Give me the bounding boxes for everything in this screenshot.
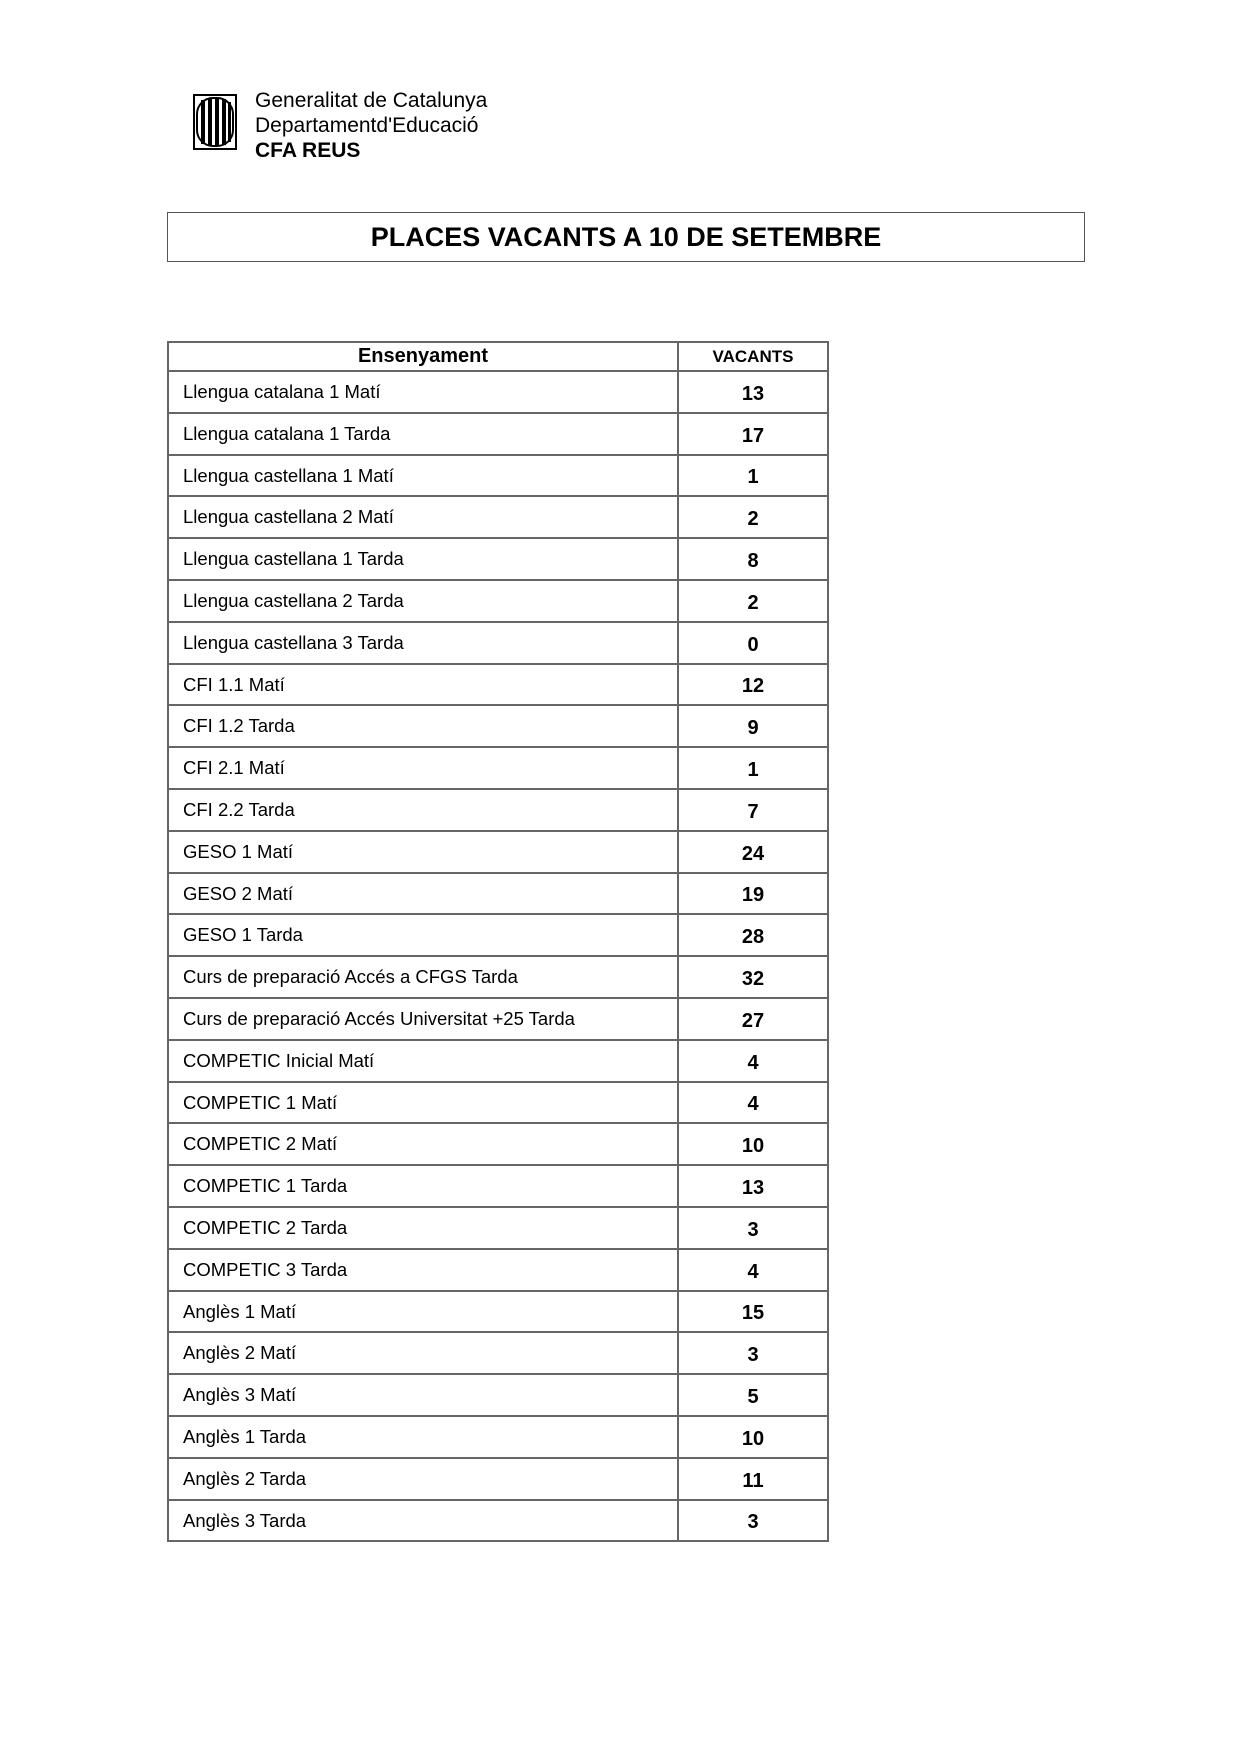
- vacancy-count: 13: [678, 371, 828, 413]
- course-name: Curs de preparació Accés a CFGS Tarda: [168, 956, 678, 998]
- table-row: [168, 622, 828, 664]
- course-name: COMPETIC Inicial Matí: [168, 1040, 678, 1082]
- vacancy-count: 4: [678, 1249, 828, 1291]
- table-row: [168, 496, 828, 538]
- table-row: [168, 1416, 828, 1458]
- catalan-coat-of-arms-icon: [193, 94, 237, 150]
- org-name: Generalitat de Catalunya: [255, 89, 488, 112]
- course-name: COMPETIC 2 Tarda: [168, 1207, 678, 1249]
- table-row: [168, 956, 828, 998]
- vacancy-count: 3: [678, 1500, 828, 1542]
- table-row: [168, 789, 828, 831]
- vacancy-count: 2: [678, 496, 828, 538]
- course-name: COMPETIC 2 Matí: [168, 1123, 678, 1165]
- course-name: GESO 1 Matí: [168, 831, 678, 873]
- table-row: [168, 538, 828, 580]
- vacancy-count: 3: [678, 1207, 828, 1249]
- table-row: [168, 455, 828, 497]
- course-name: Llengua castellana 1 Matí: [168, 455, 678, 497]
- course-name: COMPETIC 3 Tarda: [168, 1249, 678, 1291]
- course-name: CFI 2.1 Matí: [168, 747, 678, 789]
- course-name: GESO 2 Matí: [168, 873, 678, 915]
- course-name: Anglès 3 Matí: [168, 1374, 678, 1416]
- vacancy-count: 28: [678, 914, 828, 956]
- vacancy-count: 9: [678, 705, 828, 747]
- table-row: [168, 1291, 828, 1333]
- table-row: [168, 747, 828, 789]
- vacancy-count: 17: [678, 413, 828, 455]
- table-row: [168, 1123, 828, 1165]
- table-row: [168, 1500, 828, 1542]
- center-name: CFA REUS: [255, 139, 361, 162]
- vacancy-count: 5: [678, 1374, 828, 1416]
- course-name: Llengua castellana 1 Tarda: [168, 538, 678, 580]
- course-name: COMPETIC 1 Tarda: [168, 1165, 678, 1207]
- vacancy-count: 4: [678, 1082, 828, 1124]
- course-name: Llengua castellana 2 Tarda: [168, 580, 678, 622]
- course-name: CFI 1.2 Tarda: [168, 705, 678, 747]
- vacancies-table: [167, 341, 829, 1542]
- vacancy-count: 11: [678, 1458, 828, 1500]
- vacancy-count: 3: [678, 1332, 828, 1374]
- vacancy-count: 27: [678, 998, 828, 1040]
- course-name: Anglès 2 Tarda: [168, 1458, 678, 1500]
- table-row: [168, 371, 828, 413]
- column-header-ensenyament: Ensenyament: [168, 342, 678, 371]
- table-row: [168, 705, 828, 747]
- table-header-row: [168, 342, 828, 371]
- department-name: Departamentd'Educació: [255, 114, 479, 137]
- table-row: [168, 1165, 828, 1207]
- vacancy-count: 15: [678, 1291, 828, 1333]
- course-name: CFI 2.2 Tarda: [168, 789, 678, 831]
- table-row: [168, 413, 828, 455]
- column-header-vacants: VACANTS: [678, 342, 828, 371]
- table-row: [168, 1458, 828, 1500]
- vacancy-count: 10: [678, 1123, 828, 1165]
- table-row: [168, 1207, 828, 1249]
- vacancy-count: 2: [678, 580, 828, 622]
- course-name: Llengua castellana 2 Matí: [168, 496, 678, 538]
- course-name: Llengua catalana 1 Tarda: [168, 413, 678, 455]
- table-row: [168, 1249, 828, 1291]
- vacancy-count: 7: [678, 789, 828, 831]
- table-row: [168, 998, 828, 1040]
- course-name: Llengua castellana 3 Tarda: [168, 622, 678, 664]
- vacancy-count: 32: [678, 956, 828, 998]
- vacancy-count: 19: [678, 873, 828, 915]
- vacancy-count: 10: [678, 1416, 828, 1458]
- table-row: [168, 1332, 828, 1374]
- course-name: Llengua catalana 1 Matí: [168, 371, 678, 413]
- course-name: Anglès 3 Tarda: [168, 1500, 678, 1542]
- table-row: [168, 873, 828, 915]
- course-name: Anglès 2 Matí: [168, 1332, 678, 1374]
- vacancy-count: 8: [678, 538, 828, 580]
- table-row: [168, 580, 828, 622]
- vacancy-count: 13: [678, 1165, 828, 1207]
- course-name: Curs de preparació Accés Universitat +25 Tarda: [168, 998, 678, 1040]
- table-row: [168, 831, 828, 873]
- table-row: [168, 914, 828, 956]
- table-row: [168, 1040, 828, 1082]
- course-name: GESO 1 Tarda: [168, 914, 678, 956]
- vacancy-count: 0: [678, 622, 828, 664]
- course-name: Anglès 1 Matí: [168, 1291, 678, 1333]
- page-title: PLACES VACANTS A 10 DE SETEMBRE: [167, 212, 1085, 262]
- vacancy-count: 4: [678, 1040, 828, 1082]
- vacancy-count: 24: [678, 831, 828, 873]
- vacancy-count: 1: [678, 455, 828, 497]
- table-row: [168, 1374, 828, 1416]
- vacancy-count: 12: [678, 664, 828, 706]
- course-name: CFI 1.1 Matí: [168, 664, 678, 706]
- table-row: [168, 1082, 828, 1124]
- organization-header: [255, 88, 487, 163]
- course-name: COMPETIC 1 Matí: [168, 1082, 678, 1124]
- course-name: Anglès 1 Tarda: [168, 1416, 678, 1458]
- vacancy-count: 1: [678, 747, 828, 789]
- table-row: [168, 664, 828, 706]
